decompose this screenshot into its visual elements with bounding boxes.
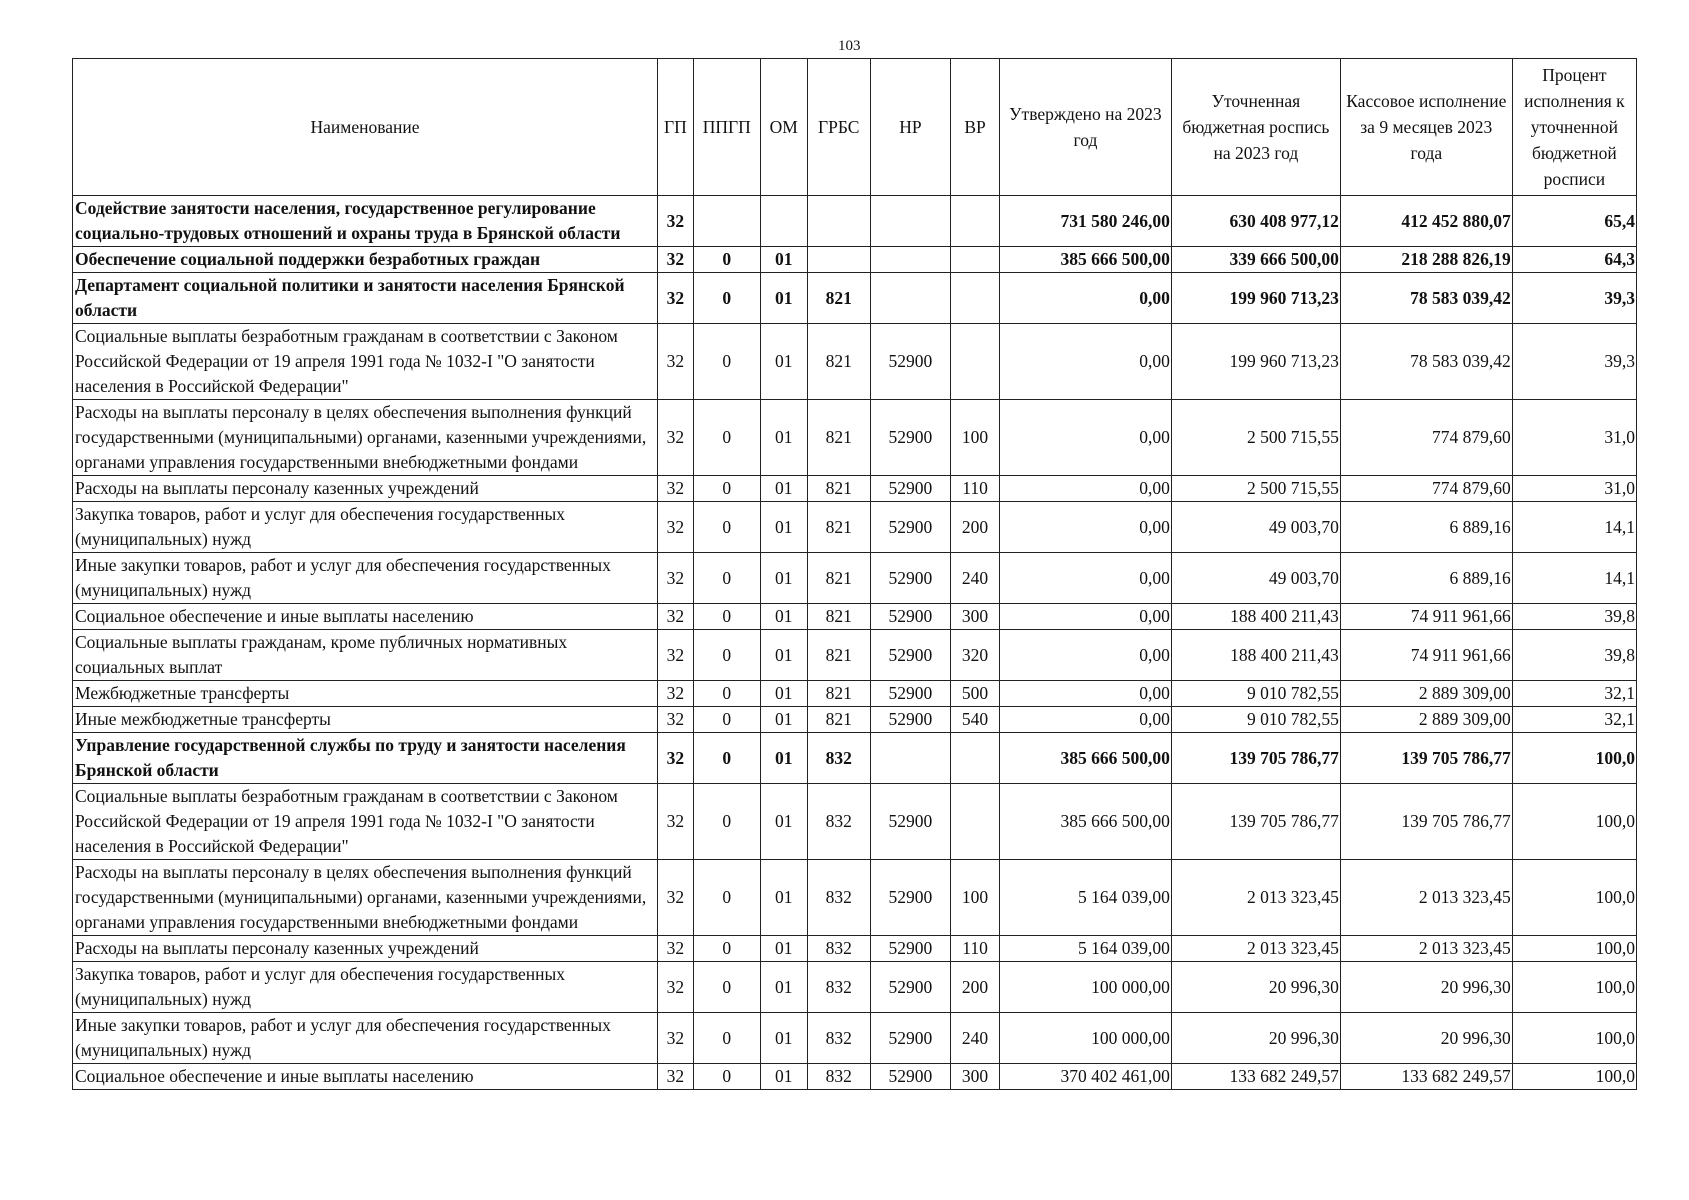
cell-name: Расходы на выплаты персоналу казенных учреждений (73, 476, 658, 502)
header-revised: Уточненная бюджетная роспись на 2023 год (1171, 59, 1340, 196)
cell-percent: 39,8 (1512, 630, 1636, 681)
cell-gp: 32 (658, 936, 694, 962)
cell-nr: 52900 (870, 1013, 950, 1064)
cell-nr (870, 247, 950, 273)
cell-gp: 32 (658, 553, 694, 604)
cell-ppgp: 0 (693, 502, 760, 553)
table-row (73, 1013, 1637, 1064)
cell-revised: 2 013 323,45 (1171, 860, 1340, 936)
cell-grbs: 832 (807, 1064, 870, 1090)
cell-cash: 218 288 826,19 (1340, 247, 1512, 273)
cell-percent: 100,0 (1512, 1013, 1636, 1064)
cell-vr: 540 (951, 707, 1000, 733)
cell-name: Иные закупки товаров, работ и услуг для обеспечения государственных (муниципальных) нужд (73, 553, 658, 604)
cell-gp: 32 (658, 860, 694, 936)
cell-name: Социальные выплаты безработным гражданам в соответствии с Законом Российской Федерации от 19 апреля 1991 года № 1032-I "О занятости населения в Российской Федерации" (73, 784, 658, 860)
header-nr: НР (870, 59, 950, 196)
table-row (73, 860, 1637, 936)
cell-om: 01 (760, 707, 807, 733)
cell-vr: 100 (951, 860, 1000, 936)
cell-om: 01 (760, 476, 807, 502)
cell-om: 01 (760, 324, 807, 400)
table-row (73, 784, 1637, 860)
cell-nr: 52900 (870, 400, 950, 476)
cell-gp: 32 (658, 604, 694, 630)
cell-name: Социальные выплаты гражданам, кроме публичных нормативных социальных выплат (73, 630, 658, 681)
cell-grbs: 821 (807, 630, 870, 681)
cell-percent: 14,1 (1512, 553, 1636, 604)
cell-cash: 2 013 323,45 (1340, 936, 1512, 962)
cell-om: 01 (760, 733, 807, 784)
cell-approved: 0,00 (999, 502, 1171, 553)
cell-nr: 52900 (870, 860, 950, 936)
cell-nr: 52900 (870, 324, 950, 400)
cell-vr: 300 (951, 1064, 1000, 1090)
cell-name: Иные закупки товаров, работ и услуг для обеспечения государственных (муниципальных) нужд (73, 1013, 658, 1064)
cell-nr (870, 273, 950, 324)
cell-grbs: 832 (807, 860, 870, 936)
table-row (73, 962, 1637, 1013)
cell-vr: 240 (951, 553, 1000, 604)
cell-percent: 100,0 (1512, 962, 1636, 1013)
cell-name: Управление государственной службы по труду и занятости населения Брянской области (73, 733, 658, 784)
cell-ppgp: 0 (693, 476, 760, 502)
cell-approved: 731 580 246,00 (999, 196, 1171, 247)
cell-om: 01 (760, 273, 807, 324)
cell-cash: 6 889,16 (1340, 553, 1512, 604)
cell-approved: 0,00 (999, 553, 1171, 604)
cell-nr: 52900 (870, 604, 950, 630)
cell-nr: 52900 (870, 784, 950, 860)
cell-vr: 320 (951, 630, 1000, 681)
cell-revised: 133 682 249,57 (1171, 1064, 1340, 1090)
cell-grbs: 821 (807, 681, 870, 707)
cell-revised: 2 013 323,45 (1171, 936, 1340, 962)
cell-name: Закупка товаров, работ и услуг для обеспечения государственных (муниципальных) нужд (73, 502, 658, 553)
cell-ppgp: 0 (693, 604, 760, 630)
cell-ppgp: 0 (693, 400, 760, 476)
cell-ppgp: 0 (693, 1064, 760, 1090)
cell-nr: 52900 (870, 962, 950, 1013)
cell-om: 01 (760, 604, 807, 630)
cell-cash: 74 911 961,66 (1340, 604, 1512, 630)
cell-vr (951, 733, 1000, 784)
cell-name: Расходы на выплаты персоналу казенных учреждений (73, 936, 658, 962)
header-om: ОМ (760, 59, 807, 196)
cell-om: 01 (760, 1013, 807, 1064)
cell-om: 01 (760, 247, 807, 273)
cell-name: Социальное обеспечение и иные выплаты населению (73, 1064, 658, 1090)
table-row (73, 630, 1637, 681)
cell-name: Содействие занятости населения, государственное регулирование социально-трудовых отношений и охраны труда в Брянской области (73, 196, 658, 247)
cell-percent: 100,0 (1512, 1064, 1636, 1090)
cell-vr: 200 (951, 962, 1000, 1013)
table-row (73, 196, 1637, 247)
cell-nr: 52900 (870, 707, 950, 733)
cell-approved: 370 402 461,00 (999, 1064, 1171, 1090)
cell-approved: 0,00 (999, 476, 1171, 502)
cell-cash: 2 889 309,00 (1340, 707, 1512, 733)
cell-cash: 774 879,60 (1340, 476, 1512, 502)
cell-ppgp: 0 (693, 273, 760, 324)
cell-om: 01 (760, 630, 807, 681)
cell-gp: 32 (658, 1064, 694, 1090)
cell-cash: 6 889,16 (1340, 502, 1512, 553)
cell-om: 01 (760, 1064, 807, 1090)
cell-vr (951, 273, 1000, 324)
cell-percent: 31,0 (1512, 476, 1636, 502)
cell-approved: 100 000,00 (999, 1013, 1171, 1064)
cell-vr: 300 (951, 604, 1000, 630)
header-cash: Кассовое исполнение за 9 месяцев 2023 года (1340, 59, 1512, 196)
cell-vr (951, 784, 1000, 860)
cell-cash: 774 879,60 (1340, 400, 1512, 476)
cell-om: 01 (760, 400, 807, 476)
cell-revised: 188 400 211,43 (1171, 604, 1340, 630)
cell-ppgp: 0 (693, 1013, 760, 1064)
table-row (73, 681, 1637, 707)
cell-gp: 32 (658, 784, 694, 860)
cell-revised: 339 666 500,00 (1171, 247, 1340, 273)
cell-grbs: 821 (807, 273, 870, 324)
cell-percent: 100,0 (1512, 733, 1636, 784)
cell-percent: 31,0 (1512, 400, 1636, 476)
cell-grbs: 832 (807, 936, 870, 962)
cell-nr: 52900 (870, 936, 950, 962)
cell-ppgp: 0 (693, 630, 760, 681)
cell-vr (951, 196, 1000, 247)
cell-om: 01 (760, 860, 807, 936)
cell-ppgp: 0 (693, 962, 760, 1013)
cell-percent: 39,3 (1512, 324, 1636, 400)
cell-nr: 52900 (870, 1064, 950, 1090)
page-number: 103 (838, 38, 861, 54)
cell-approved: 5 164 039,00 (999, 860, 1171, 936)
cell-revised: 49 003,70 (1171, 553, 1340, 604)
cell-gp: 32 (658, 324, 694, 400)
cell-cash: 133 682 249,57 (1340, 1064, 1512, 1090)
cell-gp: 32 (658, 707, 694, 733)
cell-cash: 74 911 961,66 (1340, 630, 1512, 681)
cell-grbs: 832 (807, 733, 870, 784)
table-header-row (73, 59, 1637, 196)
cell-approved: 0,00 (999, 681, 1171, 707)
cell-approved: 0,00 (999, 273, 1171, 324)
cell-grbs: 832 (807, 784, 870, 860)
table-row (73, 324, 1637, 400)
cell-ppgp: 0 (693, 784, 760, 860)
cell-cash: 139 705 786,77 (1340, 733, 1512, 784)
cell-om: 01 (760, 962, 807, 1013)
header-percent: Процент исполнения к уточненной бюджетной росписи (1512, 59, 1636, 196)
cell-revised: 199 960 713,23 (1171, 324, 1340, 400)
cell-grbs: 821 (807, 553, 870, 604)
budget-execution-table (72, 58, 1637, 1090)
cell-percent: 14,1 (1512, 502, 1636, 553)
cell-ppgp: 0 (693, 860, 760, 936)
table-row (73, 1064, 1637, 1090)
cell-ppgp: 0 (693, 936, 760, 962)
cell-revised: 20 996,30 (1171, 1013, 1340, 1064)
cell-grbs: 821 (807, 502, 870, 553)
cell-grbs (807, 196, 870, 247)
cell-approved: 0,00 (999, 707, 1171, 733)
cell-approved: 385 666 500,00 (999, 733, 1171, 784)
cell-name: Расходы на выплаты персоналу в целях обеспечения выполнения функций государственными (муниципальными) органами, казенными учреждениями, органами управления государственными внебюджетными фондами (73, 860, 658, 936)
cell-ppgp: 0 (693, 247, 760, 273)
cell-gp: 32 (658, 733, 694, 784)
cell-nr (870, 196, 950, 247)
cell-grbs: 832 (807, 1013, 870, 1064)
cell-gp: 32 (658, 630, 694, 681)
cell-percent: 100,0 (1512, 784, 1636, 860)
cell-vr: 110 (951, 476, 1000, 502)
cell-om: 01 (760, 502, 807, 553)
cell-ppgp (693, 196, 760, 247)
cell-percent: 39,3 (1512, 273, 1636, 324)
cell-om: 01 (760, 936, 807, 962)
table-row (73, 247, 1637, 273)
cell-cash: 2 013 323,45 (1340, 860, 1512, 936)
cell-cash: 139 705 786,77 (1340, 784, 1512, 860)
header-approved: Утверждено на 2023 год (999, 59, 1171, 196)
cell-nr: 52900 (870, 502, 950, 553)
cell-grbs (807, 247, 870, 273)
cell-grbs: 821 (807, 476, 870, 502)
table-row (73, 707, 1637, 733)
cell-gp: 32 (658, 247, 694, 273)
table-row (73, 400, 1637, 476)
header-grbs: ГРБС (807, 59, 870, 196)
cell-percent: 64,3 (1512, 247, 1636, 273)
cell-vr: 110 (951, 936, 1000, 962)
cell-gp: 32 (658, 1013, 694, 1064)
cell-ppgp: 0 (693, 707, 760, 733)
header-vr: ВР (951, 59, 1000, 196)
cell-ppgp: 0 (693, 553, 760, 604)
table-row (73, 502, 1637, 553)
header-gp: ГП (658, 59, 694, 196)
table-row (73, 936, 1637, 962)
cell-revised: 20 996,30 (1171, 962, 1340, 1013)
cell-gp: 32 (658, 273, 694, 324)
cell-vr (951, 247, 1000, 273)
header-name: Наименование (73, 59, 658, 196)
cell-percent: 100,0 (1512, 936, 1636, 962)
cell-approved: 0,00 (999, 400, 1171, 476)
cell-name: Социальные выплаты безработным гражданам в соответствии с Законом Российской Федерации от 19 апреля 1991 года № 1032-I "О занятости населения в Российской Федерации" (73, 324, 658, 400)
cell-approved: 100 000,00 (999, 962, 1171, 1013)
cell-vr: 500 (951, 681, 1000, 707)
table-row (73, 553, 1637, 604)
cell-gp: 32 (658, 962, 694, 1013)
table-row (73, 733, 1637, 784)
cell-approved: 5 164 039,00 (999, 936, 1171, 962)
cell-gp: 32 (658, 400, 694, 476)
cell-revised: 188 400 211,43 (1171, 630, 1340, 681)
cell-name: Социальное обеспечение и иные выплаты населению (73, 604, 658, 630)
cell-gp: 32 (658, 502, 694, 553)
cell-ppgp: 0 (693, 681, 760, 707)
cell-percent: 65,4 (1512, 196, 1636, 247)
cell-revised: 9 010 782,55 (1171, 681, 1340, 707)
cell-revised: 49 003,70 (1171, 502, 1340, 553)
cell-vr (951, 324, 1000, 400)
cell-nr: 52900 (870, 476, 950, 502)
table-row (73, 604, 1637, 630)
table-row (73, 273, 1637, 324)
cell-grbs: 821 (807, 324, 870, 400)
cell-vr: 240 (951, 1013, 1000, 1064)
cell-om (760, 196, 807, 247)
cell-revised: 9 010 782,55 (1171, 707, 1340, 733)
cell-nr: 52900 (870, 630, 950, 681)
cell-cash: 78 583 039,42 (1340, 324, 1512, 400)
cell-revised: 2 500 715,55 (1171, 476, 1340, 502)
cell-revised: 139 705 786,77 (1171, 784, 1340, 860)
cell-name: Расходы на выплаты персоналу в целях обеспечения выполнения функций государственными (муниципальными) органами, казенными учреждениями, органами управления государственными внебюджетными фондами (73, 400, 658, 476)
cell-percent: 32,1 (1512, 707, 1636, 733)
table-body (73, 196, 1637, 1090)
cell-grbs: 821 (807, 707, 870, 733)
cell-percent: 32,1 (1512, 681, 1636, 707)
cell-name: Закупка товаров, работ и услуг для обеспечения государственных (муниципальных) нужд (73, 962, 658, 1013)
cell-om: 01 (760, 784, 807, 860)
cell-ppgp: 0 (693, 324, 760, 400)
cell-nr: 52900 (870, 553, 950, 604)
cell-cash: 2 889 309,00 (1340, 681, 1512, 707)
header-ppgp: ППГП (693, 59, 760, 196)
cell-name: Обеспечение социальной поддержки безработных граждан (73, 247, 658, 273)
table-row (73, 476, 1637, 502)
cell-name: Межбюджетные трансферты (73, 681, 658, 707)
cell-gp: 32 (658, 476, 694, 502)
cell-grbs: 821 (807, 604, 870, 630)
cell-gp: 32 (658, 196, 694, 247)
cell-name: Иные межбюджетные трансферты (73, 707, 658, 733)
cell-cash: 20 996,30 (1340, 962, 1512, 1013)
cell-name: Департамент социальной политики и занятости населения Брянской области (73, 273, 658, 324)
cell-revised: 199 960 713,23 (1171, 273, 1340, 324)
cell-cash: 78 583 039,42 (1340, 273, 1512, 324)
cell-vr: 200 (951, 502, 1000, 553)
cell-percent: 39,8 (1512, 604, 1636, 630)
cell-om: 01 (760, 553, 807, 604)
cell-cash: 20 996,30 (1340, 1013, 1512, 1064)
cell-grbs: 821 (807, 400, 870, 476)
cell-nr (870, 733, 950, 784)
cell-grbs: 832 (807, 962, 870, 1013)
cell-vr: 100 (951, 400, 1000, 476)
cell-approved: 0,00 (999, 324, 1171, 400)
cell-approved: 0,00 (999, 630, 1171, 681)
cell-ppgp: 0 (693, 733, 760, 784)
cell-revised: 2 500 715,55 (1171, 400, 1340, 476)
cell-approved: 0,00 (999, 604, 1171, 630)
cell-cash: 412 452 880,07 (1340, 196, 1512, 247)
cell-nr: 52900 (870, 681, 950, 707)
cell-om: 01 (760, 681, 807, 707)
cell-revised: 630 408 977,12 (1171, 196, 1340, 247)
cell-gp: 32 (658, 681, 694, 707)
cell-approved: 385 666 500,00 (999, 247, 1171, 273)
cell-percent: 100,0 (1512, 860, 1636, 936)
cell-approved: 385 666 500,00 (999, 784, 1171, 860)
cell-revised: 139 705 786,77 (1171, 733, 1340, 784)
